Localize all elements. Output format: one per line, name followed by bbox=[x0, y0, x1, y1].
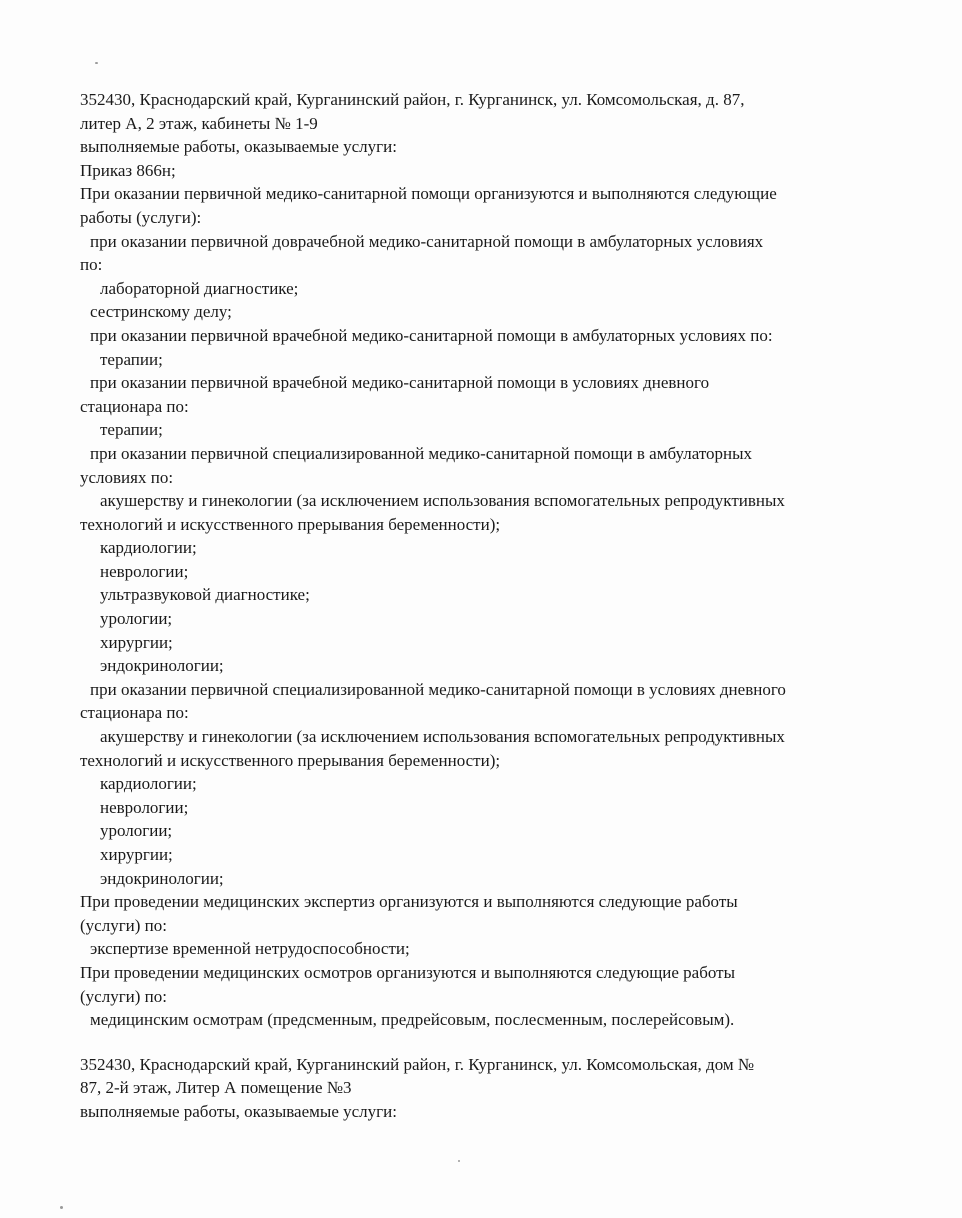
service-item: сестринскому делу; bbox=[90, 302, 232, 322]
section-intro: При проведении медицинских осмотров организуются и выполняются следующие работы bbox=[80, 962, 735, 982]
service-item: неврологии; bbox=[100, 561, 189, 581]
scan-speck bbox=[458, 1160, 460, 1162]
service-item: терапии; bbox=[100, 349, 163, 369]
service-item: эндокринологии; bbox=[100, 656, 224, 676]
service-item: кардиологии; bbox=[100, 774, 197, 794]
section-intro: При проведении медицинских экспертиз организуются и выполняются следующие работы bbox=[80, 892, 738, 912]
scan-speck bbox=[60, 1206, 63, 1209]
care-type-line: стационара по: bbox=[80, 703, 189, 723]
care-type-line: стационара по: bbox=[80, 396, 189, 416]
care-type-line: по: bbox=[80, 255, 103, 275]
service-item: терапии; bbox=[100, 420, 163, 440]
paragraph-gap bbox=[80, 1032, 930, 1053]
service-item: урологии; bbox=[100, 821, 173, 841]
section-intro: (услуги) по: bbox=[80, 986, 167, 1006]
care-type-line: при оказании первичной специализированной медико-санитарной помощи в условиях дневного bbox=[90, 679, 786, 699]
address-line: 87, 2-й этаж, Литер А помещение №3 bbox=[80, 1078, 352, 1098]
order-reference: Приказ 866н; bbox=[80, 160, 176, 180]
care-type-line: при оказании первичной врачебной медико-санитарной помощи в условиях дневного bbox=[90, 373, 710, 393]
service-item: хирургии; bbox=[100, 845, 173, 864]
service-item: неврологии; bbox=[100, 797, 189, 817]
service-item: эндокринологии; bbox=[100, 868, 224, 888]
scan-speck bbox=[95, 62, 98, 64]
service-item: акушерству и гинекологии (за исключением использования вспомогательных репродуктивных bbox=[100, 491, 785, 511]
service-item: акушерству и гинекологии (за исключением использования вспомогательных репродуктивных bbox=[100, 727, 785, 747]
service-item: медицинским осмотрам (предсменным, предрейсовым, послесменным, послерейсовым). bbox=[90, 1010, 735, 1030]
address-line: 352430, Краснодарский край, Курганинский район, г. Курганинск, ул. Комсомольская, д. 87, bbox=[80, 90, 745, 109]
works-heading: выполняемые работы, оказываемые услуги: bbox=[80, 1101, 397, 1121]
section-intro: работы (услуги): bbox=[80, 207, 202, 227]
works-heading: выполняемые работы, оказываемые услуги: bbox=[80, 137, 397, 157]
service-item: экспертизе временной нетрудоспособности; bbox=[90, 939, 410, 959]
care-type-line: при оказании первичной доврачебной медико-санитарной помощи в амбулаторных условиях bbox=[90, 231, 764, 251]
address-line: литер А, 2 этаж, кабинеты № 1-9 bbox=[80, 113, 318, 133]
service-item: лабораторной диагностике; bbox=[100, 278, 299, 298]
care-type-line: при оказании первичной специализированной медико-санитарной помощи в амбулаторных bbox=[90, 443, 753, 463]
care-type-line: при оказании первичной врачебной медико-санитарной помощи в амбулаторных условиях по: bbox=[90, 325, 773, 345]
service-item: кардиологии; bbox=[100, 538, 197, 558]
service-item: урологии; bbox=[100, 609, 173, 629]
service-item: хирургии; bbox=[100, 632, 173, 652]
care-type-line: условиях по: bbox=[80, 467, 174, 487]
document-body bbox=[80, 88, 930, 1124]
section-intro: (услуги) по: bbox=[80, 915, 167, 935]
service-item: ультразвуковой диагностике; bbox=[100, 585, 310, 605]
service-item: технологий и искусственного прерывания беременности); bbox=[80, 750, 501, 770]
service-item: технологий и искусственного прерывания беременности); bbox=[80, 514, 501, 534]
address-line: 352430, Краснодарский край, Курганинский район, г. Курганинск, ул. Комсомольская, дом № bbox=[80, 1054, 755, 1074]
section-intro: При оказании первичной медико-санитарной помощи организуются и выполняются следующие bbox=[80, 184, 777, 204]
